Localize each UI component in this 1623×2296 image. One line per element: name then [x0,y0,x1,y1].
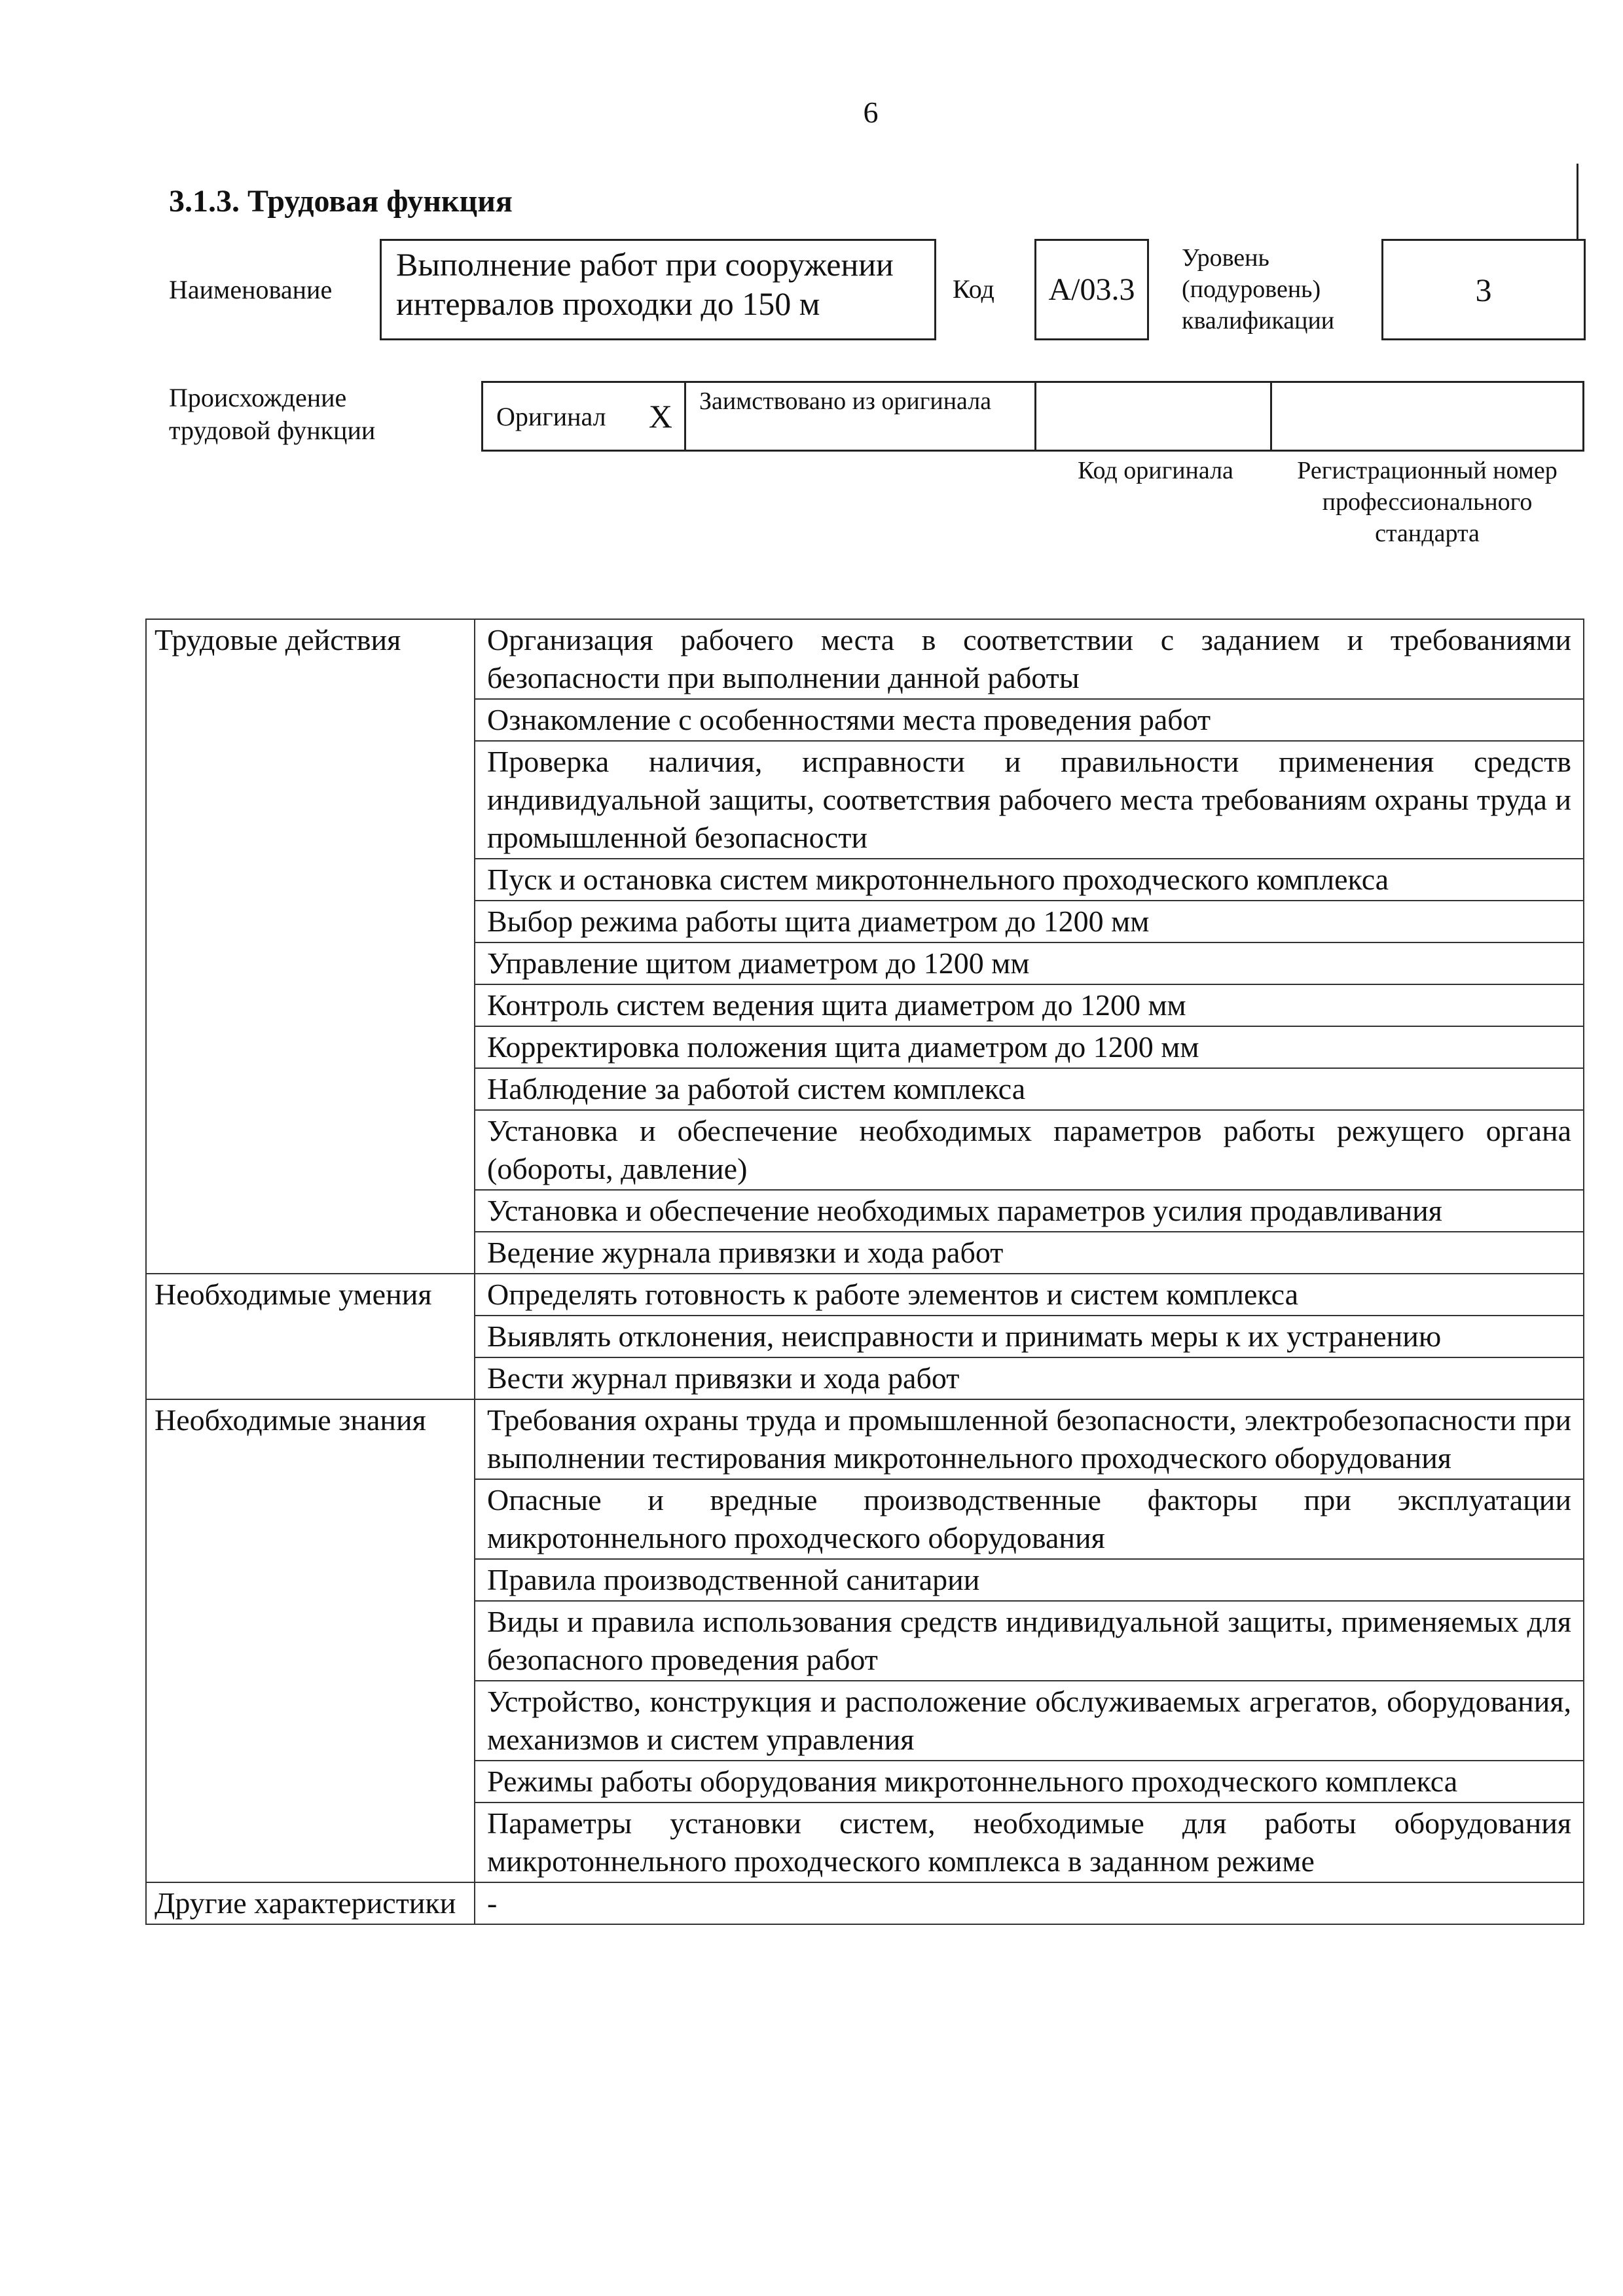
table-item: Параметры установки систем, необходимые для работы оборудования микротоннельного проходческого комплекса в заданном режиме [475,1803,1584,1882]
table-row [146,1274,1584,1316]
table-item: Корректировка положения щита диаметром до 1200 мм [475,1026,1584,1068]
origin-original-cell [483,383,686,450]
table-item: Выбор режима работы щита диаметром до 1200 мм [475,901,1584,942]
category-cell: Другие характеристики [146,1882,475,1924]
code-label: Код [953,274,994,304]
table-item: - [475,1882,1584,1924]
table-item: Определять готовность к работе элементов и систем комплекса [475,1274,1584,1316]
reg-number-caption: Регистрационный номер профессионального стандарта [1297,457,1558,547]
origin-row [481,381,1584,452]
table-item: Требования охраны труда и промышленной безопасности, электробезопасности при выполнении тестирования микротоннельного проходческого оборудования [475,1399,1584,1479]
origin-original-mark: X [648,398,672,435]
function-name-box: Выполнение работ при сооружении интервалов проходки до 150 м [380,239,936,340]
table-item: Установка и обеспечение необходимых параметров усилия продавливания [475,1190,1584,1232]
table-item: Пуск и остановка систем микротоннельного проходческого комплекса [475,859,1584,901]
table-row [146,1882,1584,1924]
category-cell: Трудовые действия [146,619,475,1274]
table-item: Проверка наличия, исправности и правильности применения средств индивидуальной защиты, соответствия рабочего места требованиям охраны труда и промышленной безопасности [475,741,1584,859]
origin-borrowed-cell: Заимствовано из оригинала [686,383,1036,450]
level-value-box: 3 [1381,239,1586,340]
table-item: Устройство, конструкция и расположение обслуживаемых агрегатов, оборудования, механизмов и систем управления [475,1681,1584,1761]
table-item: Ознакомление с особенностями места проведения работ [475,699,1584,741]
origin-original-label: Оригинал [496,401,606,431]
labor-function-table [145,619,1584,1925]
table-item: Ведение журнала привязки и хода работ [475,1232,1584,1274]
table-item: Наблюдение за работой систем комплекса [475,1068,1584,1110]
category-cell: Необходимые умения [146,1274,475,1399]
origin-code-cell [1036,383,1272,450]
table-item: Управление щитом диаметром до 1200 мм [475,942,1584,984]
page-number: 6 [863,96,879,129]
category-cell: Необходимые знания [146,1399,475,1882]
table-row [146,619,1584,699]
origin-reg-cell [1272,383,1582,450]
table-item: Организация рабочего места в соответствии с заданием и требованиями безопасности при выполнении данной работы [475,619,1584,699]
table-item: Контроль систем ведения щита диаметром до 1200 мм [475,984,1584,1026]
code-original-caption: Код оригинала [1078,457,1233,484]
table-item: Установка и обеспечение необходимых параметров работы режущего органа (обороты, давление) [475,1110,1584,1190]
table-item: Вести журнал привязки и хода работ [475,1357,1584,1399]
level-label: Уровень (подуровень) квалификации [1182,244,1335,334]
table-item: Виды и правила использования средств индивидуальной защиты, применяемых для безопасного проведения работ [475,1601,1584,1681]
page-edge-line [1577,164,1578,239]
table-item: Выявлять отклонения, неисправности и принимать меры к их устранению [475,1316,1584,1357]
table-row [146,1399,1584,1479]
name-label: Наименование [169,275,333,304]
table-item: Правила производственной санитарии [475,1559,1584,1601]
section-title: 3.1.3. Трудовая функция [169,184,513,219]
table-item: Опасные и вредные производственные факторы при эксплуатации микротоннельного проходческого оборудования [475,1479,1584,1559]
origin-label: Происхождение трудовой функции [169,383,376,445]
table-item: Режимы работы оборудования микротоннельного проходческого комплекса [475,1761,1584,1803]
code-value-box: A/03.3 [1034,239,1149,340]
